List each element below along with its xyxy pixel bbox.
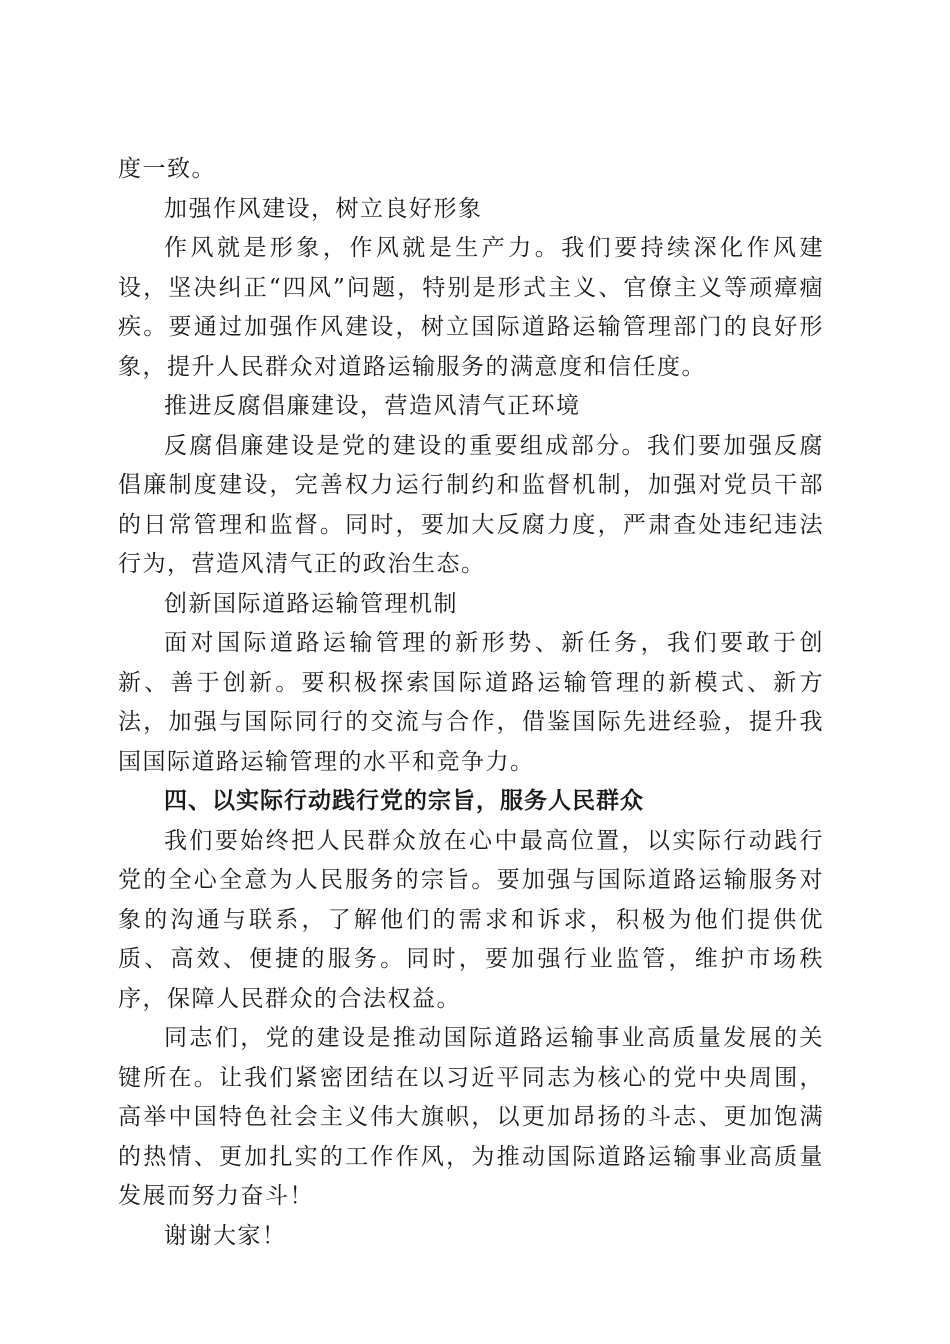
subheading-work-style: 加强作风建设，树立良好形象 (164, 195, 483, 222)
continuation-paragraph: 度一致。 (118, 156, 216, 182)
document-body (118, 150, 824, 1256)
subheading-innovation: 创新国际道路运输管理机制 (164, 590, 458, 617)
body-paragraph-anti-corruption: 反腐倡廉建设是党的建设的重要组成部分。我们要加强反腐倡廉制度建设，完善权力运行制约和监督机制，加强对党员干部的日常管理和监督。同时，要加大反腐力度，严肃查处违纪违法行为，营造风清气正的政治生态。 (118, 432, 824, 577)
body-paragraph-closing: 同志们，党的建设是推动国际道路运输事业高质量发展的关键所在。让我们紧密团结在以习近平同志为核心的党中央周围，高举中国特色社会主义伟大旗帜，以更加昂扬的斗志、更加饱满的热情、更加扎实的工作作风，为推动国际道路运输事业高质量发展而努力奋斗！ (118, 1025, 824, 1209)
section-heading-four: 四、以实际行动践行党的宗旨，服务人民群众 (164, 788, 644, 814)
subheading-anti-corruption: 推进反腐倡廉建设，营造风清气正环境 (164, 393, 581, 419)
body-paragraph-innovation: 面对国际道路运输管理的新形势、新任务，我们要敢于创新、善于创新。要积极探索国际道路运输管理的新模式、新方法，加强与国际同行的交流与合作，借鉴国际先进经验，提升我国国际道路运输管理的水平和竞争力。 (118, 630, 824, 775)
body-paragraph-thanks: 谢谢大家！ (164, 1222, 287, 1249)
body-paragraph-serve-people: 我们要始终把人民群众放在心中最高位置，以实际行动践行党的全心全意为人民服务的宗旨。要加强与国际道路运输服务对象的沟通与联系，了解他们的需求和诉求，积极为他们提供优质、高效、便捷的服务。同时，要加强行业监管，维护市场秩序，保障人民群众的合法权益。 (118, 827, 824, 1012)
body-paragraph-work-style: 作风就是形象，作风就是生产力。我们要持续深化作风建设，坚决纠正“四风”问题，特别是形式主义、官僚主义等顽瘴痼疾。要通过加强作风建设，树立国际道路运输管理部门的良好形象，提升人民群众对道路运输服务的满意度和信任度。 (118, 235, 824, 380)
